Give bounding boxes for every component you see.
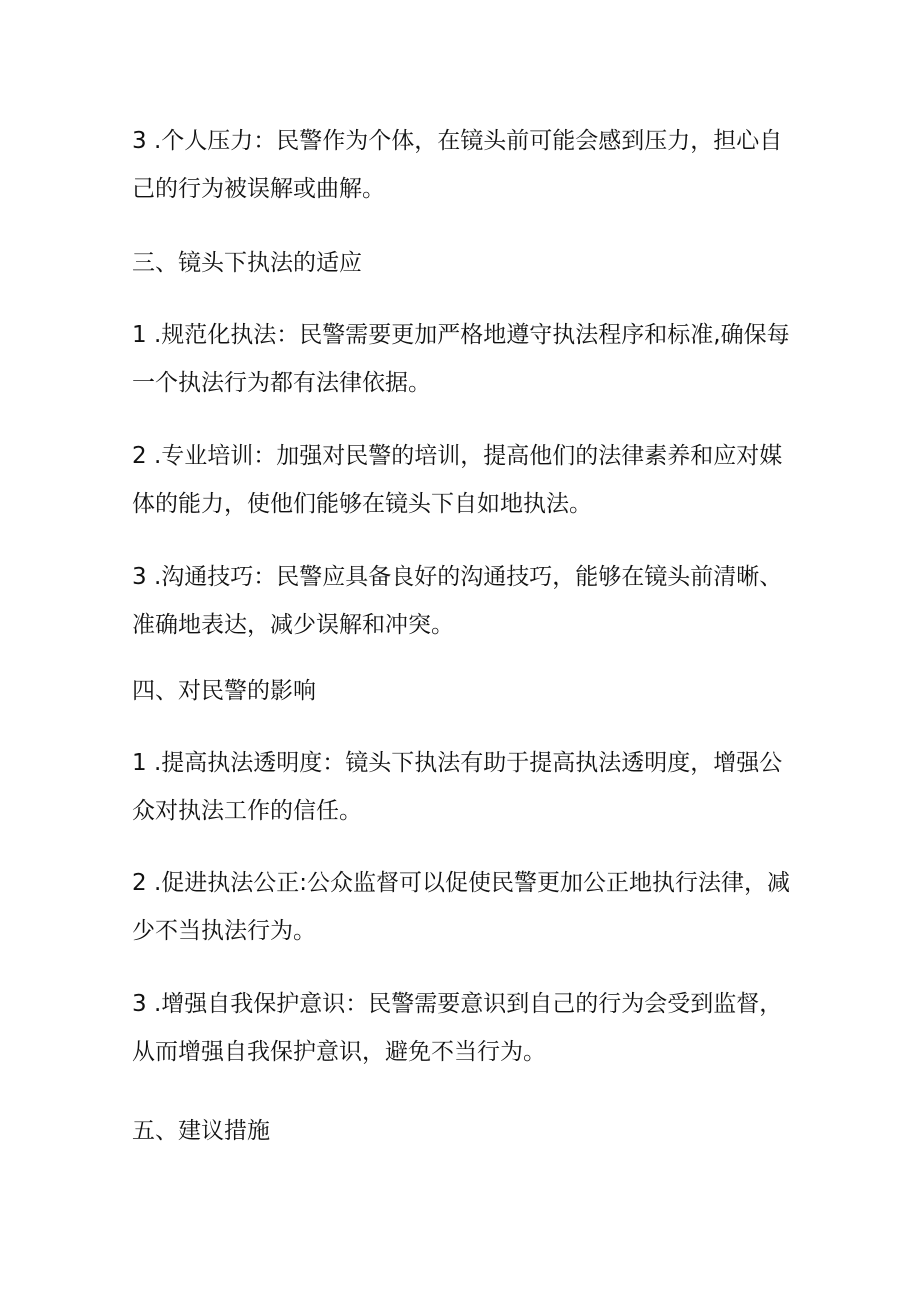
paragraph-line: 1 .提高执法透明度：镜头下执法有助于提高执法透明度，增强公	[132, 750, 783, 776]
paragraph-line: 体的能力，使他们能够在镜头下自如地执法。	[132, 491, 592, 517]
paragraph-line: 一个执法行为都有法律依据。	[132, 370, 431, 396]
paragraph-line: 3 .增强自我保护意识：民警需要意识到自己的行为会受到监督，	[132, 991, 783, 1017]
section-heading-adaptation: 三、镜头下执法的适应	[132, 250, 362, 276]
paragraph-fairness	[132, 859, 802, 955]
paragraph-line: 准确地表达，减少误解和冲突。	[132, 612, 454, 638]
paragraph-self-protection	[132, 980, 802, 1076]
paragraph-line: 3 .个人压力：民警作为个体，在镜头前可能会感到压力，担心自	[132, 128, 783, 154]
paragraph-personal-pressure	[132, 117, 802, 213]
paragraph-line: 2 .专业培训：加强对民警的培训，提高他们的法律素养和应对媒	[132, 443, 783, 469]
paragraph-line: 己的行为被误解或曲解。	[132, 176, 385, 202]
paragraph-line: 2 .促进执法公正:公众监督可以促使民警更加公正地执行法律，减	[132, 870, 791, 896]
paragraph-line: 众对执法工作的信任。	[132, 798, 362, 824]
paragraph-communication-skills	[132, 553, 802, 649]
paragraph-line: 少不当执法行为。	[132, 918, 316, 944]
paragraph-standardized-enforcement	[132, 311, 802, 407]
paragraph-professional-training	[132, 432, 802, 528]
paragraph-transparency	[132, 739, 802, 835]
paragraph-line: 1 .规范化执法：民警需要更加严格地遵守执法程序和标准,确保每	[132, 322, 790, 348]
section-heading-recommendations: 五、建议措施	[132, 1118, 270, 1144]
section-heading-impact: 四、对民警的影响	[132, 678, 316, 704]
paragraph-line: 从而增强自我保护意识，避免不当行为。	[132, 1039, 546, 1065]
paragraph-line: 3 .沟通技巧：民警应具备良好的沟通技巧，能够在镜头前清晰、	[132, 564, 783, 590]
